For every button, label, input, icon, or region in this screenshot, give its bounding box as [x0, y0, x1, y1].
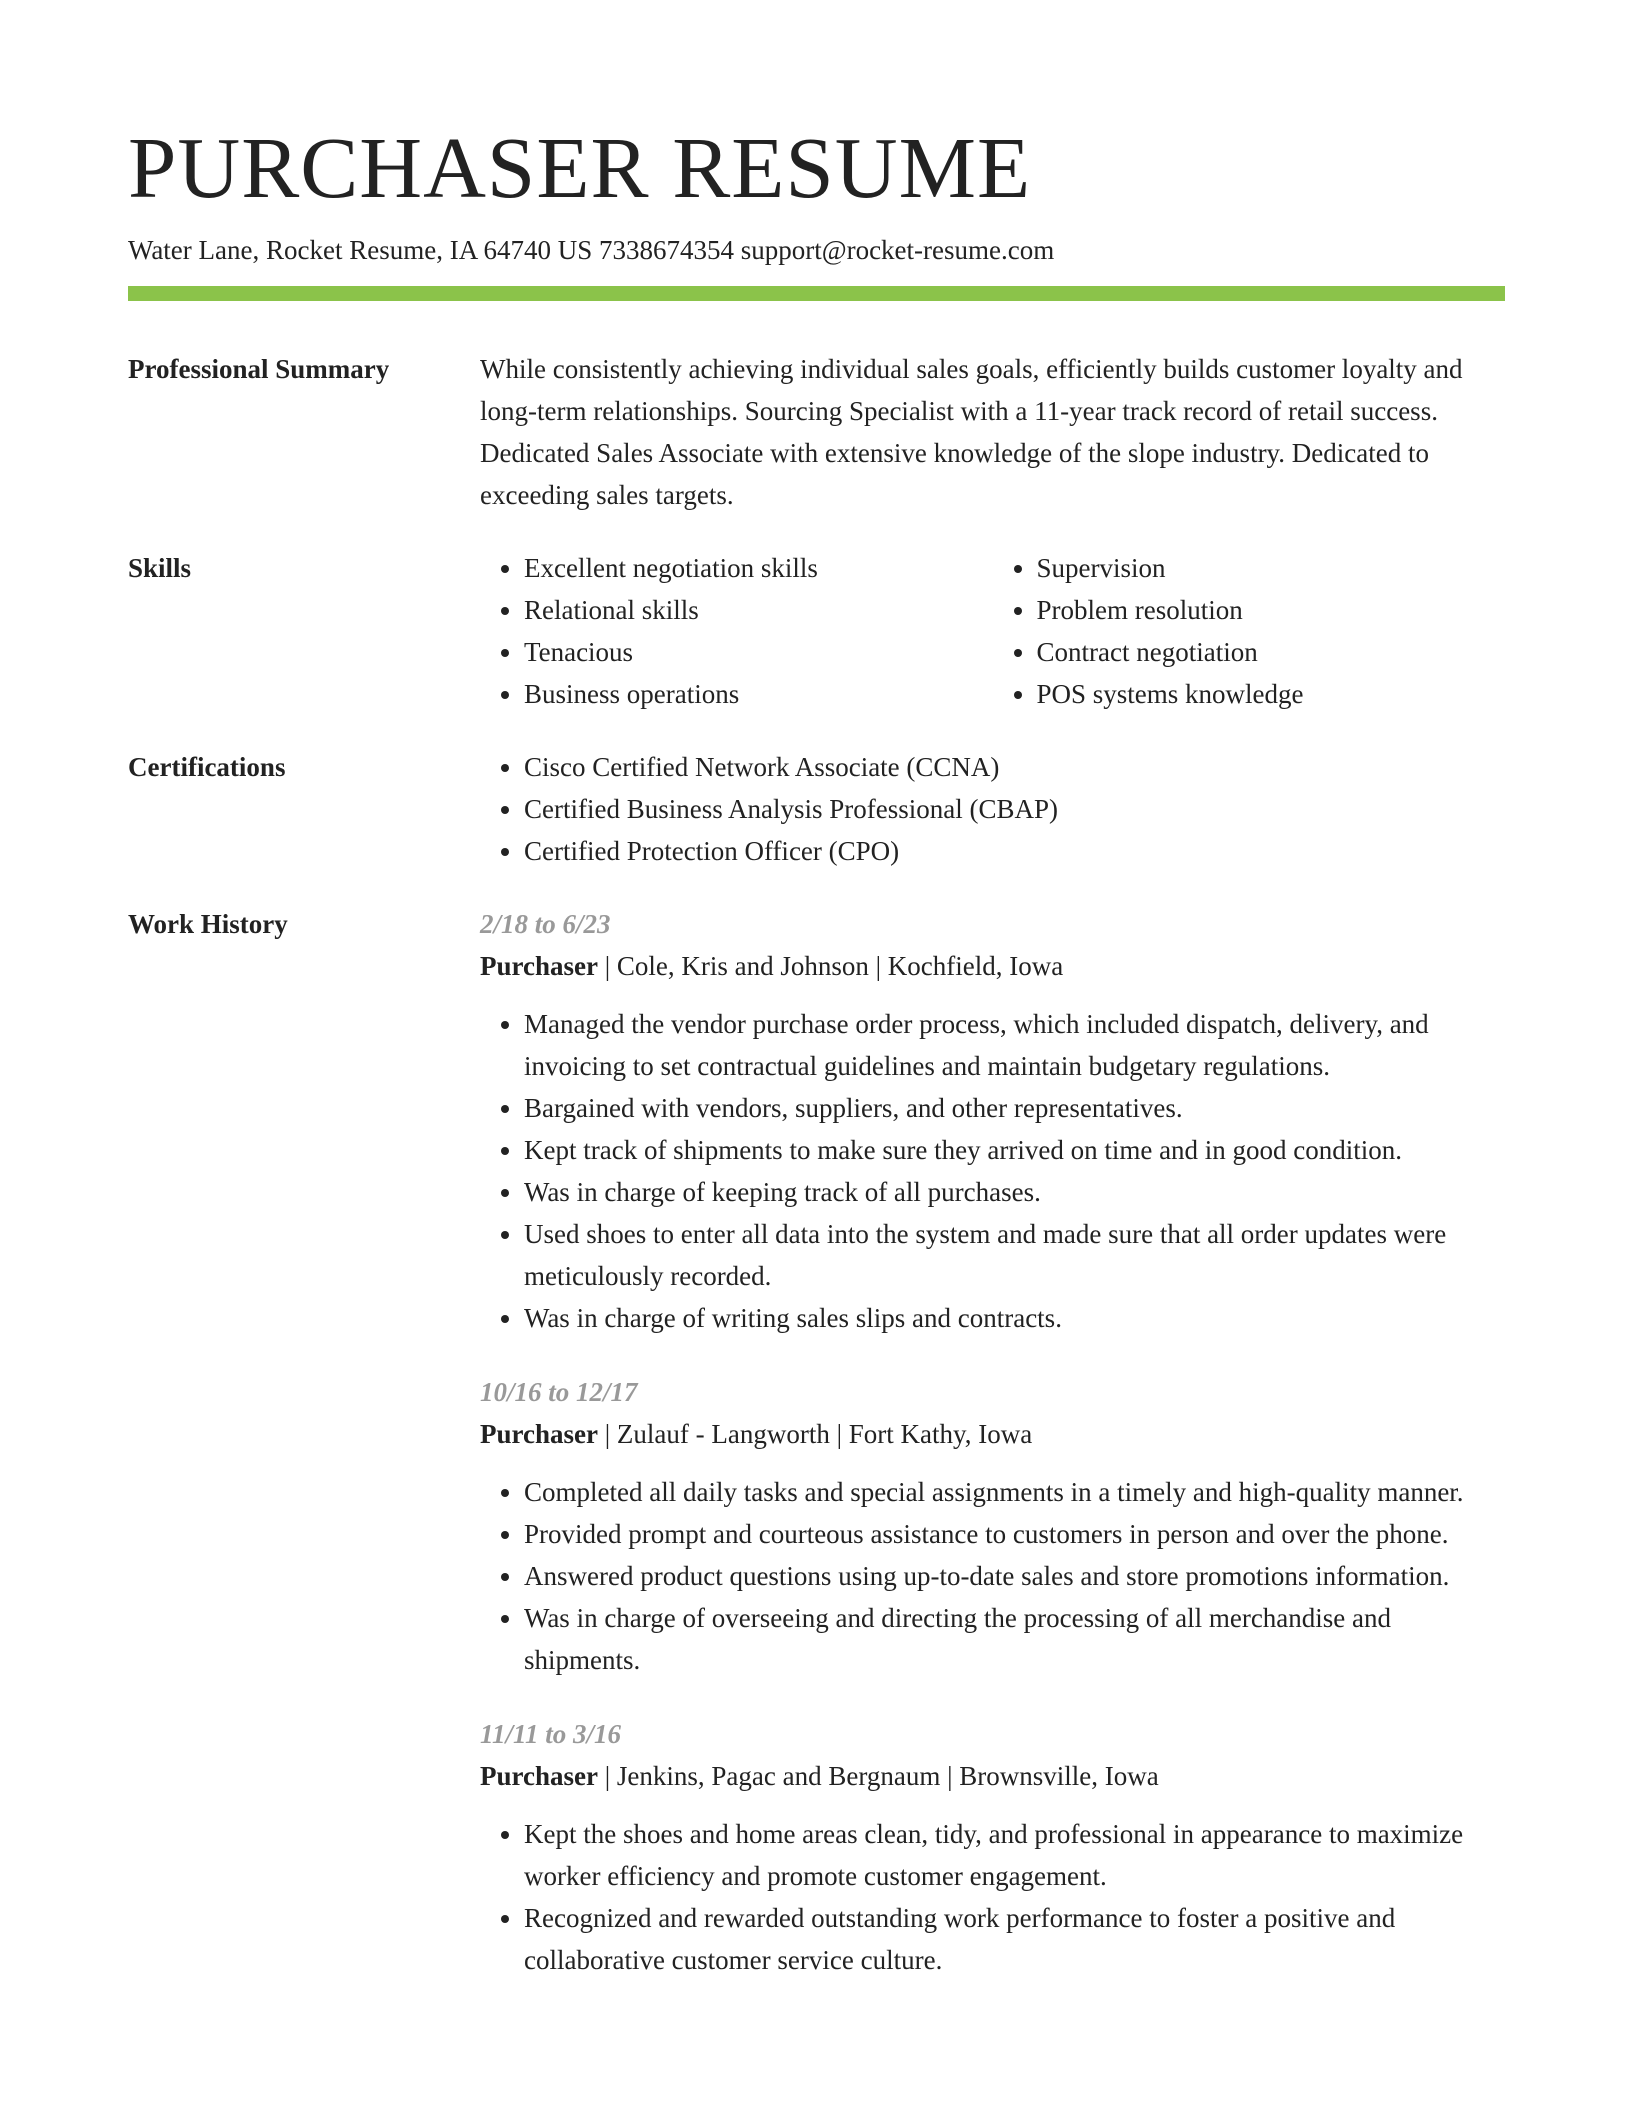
- job-bullet: • Was in charge of overseeing and directing the processing of all merchandise and shipments.: [524, 1597, 1505, 1681]
- job-heading: [480, 945, 1505, 987]
- job-bullets: [480, 1813, 1505, 1981]
- job-entry: [480, 1713, 1505, 1981]
- job-title: Purchaser: [480, 951, 598, 981]
- job-employer-location: | Jenkins, Pagac and Bergnaum | Brownsville, Iowa: [597, 1761, 1159, 1791]
- section-label-work-history: Work History: [128, 909, 288, 939]
- summary-text: While consistently achieving individual sales goals, efficiently builds customer loyalty and long-term relationships. Sourcing Specialist with a 11-year track record of retail success. Dedicated Sales Associate with extensive knowledge of the slope industry. Dedicated to exceeding sales targets.: [480, 354, 1463, 510]
- job-bullet: • Used shoes to enter all data into the system and made sure that all order updates were meticulously recorded.: [524, 1213, 1505, 1297]
- skill-item: • Business operations: [524, 673, 993, 715]
- skill-item: • Supervision: [1037, 547, 1506, 589]
- skills-list-left: [480, 547, 993, 715]
- certification-item: • Certified Business Analysis Professional (CBAP): [524, 788, 1505, 830]
- job-bullet: • Bargained with vendors, suppliers, and other representatives.: [524, 1087, 1505, 1129]
- certification-item: • Cisco Certified Network Associate (CCNA): [524, 746, 1505, 788]
- job-bullet: • Kept track of shipments to make sure they arrived on time and in good condition.: [524, 1129, 1505, 1171]
- job-bullets: [480, 1471, 1505, 1681]
- job-bullet: • Was in charge of writing sales slips and contracts.: [524, 1297, 1505, 1339]
- certification-item: • Certified Protection Officer (CPO): [524, 830, 1505, 872]
- job-heading: [480, 1413, 1505, 1455]
- job-entry: [480, 903, 1505, 1339]
- section-label-certifications: Certifications: [128, 752, 286, 782]
- job-bullet: • Provided prompt and courteous assistance to customers in person and over the phone.: [524, 1513, 1505, 1555]
- job-employer-location: | Zulauf - Langworth | Fort Kathy, Iowa: [597, 1419, 1033, 1449]
- job-date: 11/11 to 3/16: [480, 1719, 622, 1749]
- certifications-content: [480, 746, 1505, 872]
- skill-item: • Contract negotiation: [1037, 631, 1506, 673]
- job-title: Purchaser: [480, 1761, 598, 1791]
- job-employer-location: | Cole, Kris and Johnson | Kochfield, Iowa: [597, 951, 1064, 981]
- section-label-summary: Professional Summary: [128, 354, 390, 384]
- job-date: 10/16 to 12/17: [480, 1377, 638, 1407]
- contact-line: Water Lane, Rocket Resume, IA 64740 US 7338674354 support@rocket-resume.com: [128, 235, 1055, 265]
- skill-item: • Relational skills: [524, 589, 993, 631]
- job-bullets: [480, 1003, 1505, 1339]
- job-bullet: • Kept the shoes and home areas clean, tidy, and professional in appearance to maximize worker efficiency and promote customer engagement.: [524, 1813, 1505, 1897]
- job-bullet: • Was in charge of keeping track of all purchases.: [524, 1171, 1505, 1213]
- skill-item: • Problem resolution: [1037, 589, 1506, 631]
- skill-item: • Excellent negotiation skills: [524, 547, 993, 589]
- skill-item: • POS systems knowledge: [1037, 673, 1506, 715]
- job-bullet: • Recognized and rewarded outstanding work performance to foster a positive and collaborative customer service culture.: [524, 1897, 1505, 1981]
- work-history-content: [480, 903, 1505, 2013]
- certifications-list: [480, 746, 1505, 872]
- skill-item: • Tenacious: [524, 631, 993, 673]
- job-heading: [480, 1755, 1505, 1797]
- job-bullet: • Answered product questions using up-to-date sales and store promotions information.: [524, 1555, 1505, 1597]
- page-title: PURCHASER RESUME: [128, 119, 1032, 216]
- job-date: 2/18 to 6/23: [480, 909, 611, 939]
- skills-content: [480, 547, 1505, 715]
- job-entry: [480, 1371, 1505, 1681]
- job-bullet: • Managed the vendor purchase order process, which included dispatch, delivery, and invoicing to set contractual guidelines and maintain budgetary regulations.: [524, 1003, 1505, 1087]
- section-label-skills: Skills: [128, 553, 192, 583]
- job-title: Purchaser: [480, 1419, 598, 1449]
- skills-list-right: [993, 547, 1506, 715]
- accent-divider: [128, 286, 1505, 301]
- summary-content: [480, 348, 1505, 516]
- job-bullet: • Completed all daily tasks and special assignments in a timely and high-quality manner.: [524, 1471, 1505, 1513]
